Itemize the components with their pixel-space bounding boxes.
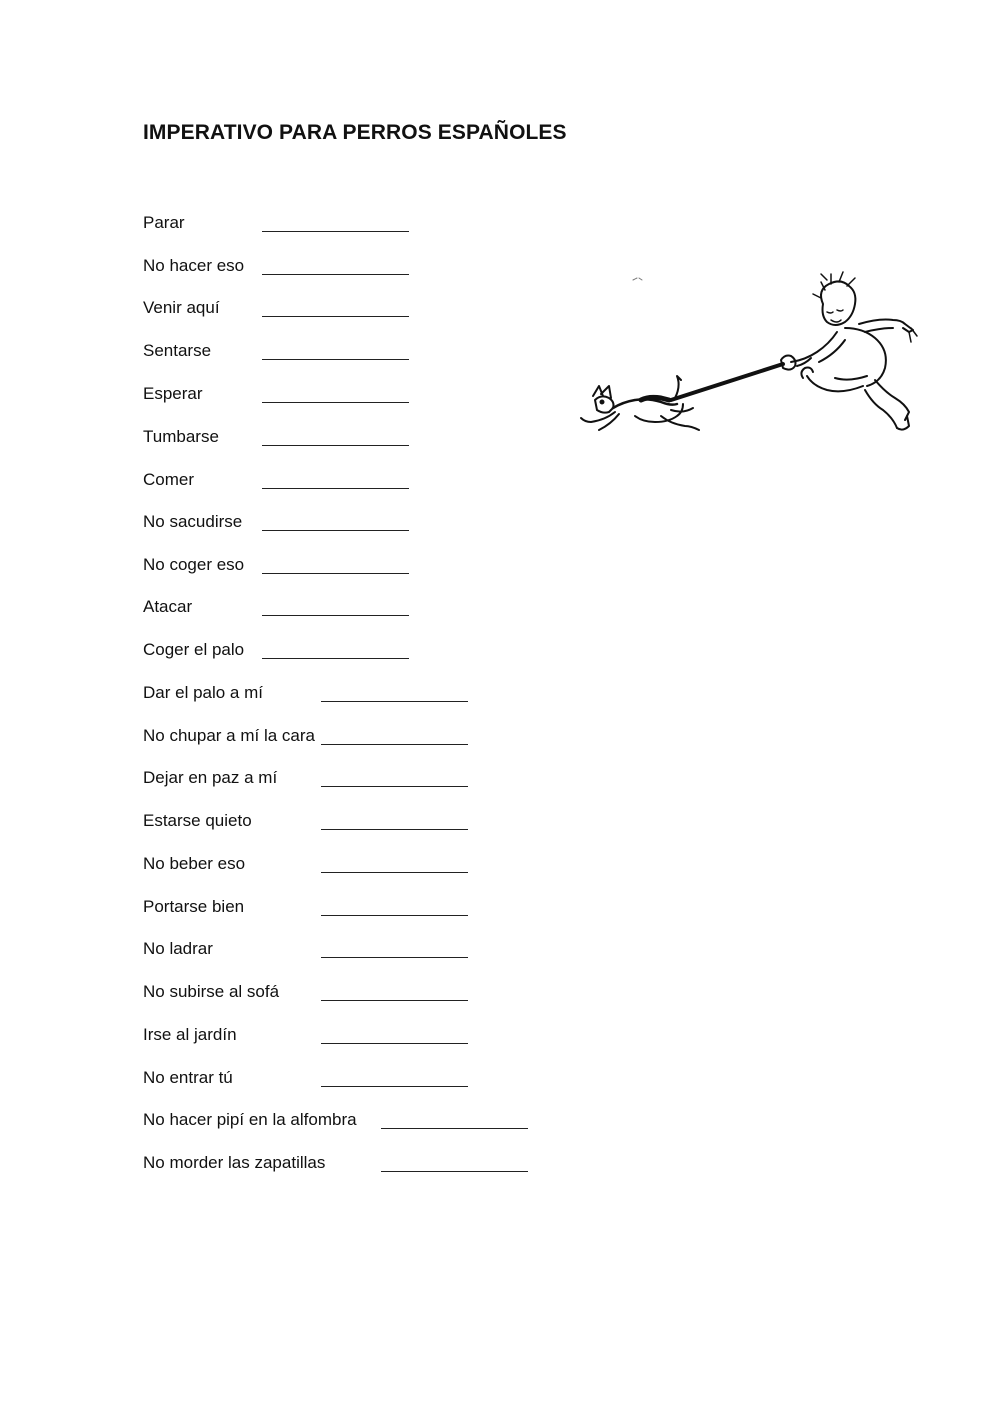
- verb-label: Esperar: [143, 384, 203, 403]
- answer-blank[interactable]: [262, 316, 409, 317]
- answer-blank[interactable]: [381, 1171, 528, 1172]
- verb-label: No coger eso: [143, 555, 245, 574]
- answer-blank[interactable]: [321, 915, 468, 916]
- verb-label: No entrar tú: [143, 1068, 233, 1087]
- answer-blank[interactable]: [262, 488, 409, 489]
- answer-blank[interactable]: [262, 615, 409, 616]
- verb-label: Irse al jardín: [143, 1025, 237, 1044]
- verb-label: No hacer eso: [143, 256, 245, 275]
- verb-label: No beber eso: [143, 854, 246, 873]
- answer-blank[interactable]: [321, 829, 468, 830]
- verb-label: Dejar en paz a mí: [143, 768, 278, 787]
- verb-label: Comer: [143, 470, 195, 489]
- verb-label: Portarse bien: [143, 897, 245, 916]
- answer-blank[interactable]: [321, 786, 468, 787]
- answer-blank[interactable]: [262, 573, 409, 574]
- verb-label: No ladrar: [143, 939, 213, 958]
- verb-label: Dar el palo a mí: [143, 683, 263, 702]
- answer-blank[interactable]: [381, 1128, 528, 1129]
- verb-label: No hacer pipí en la alfombra: [143, 1110, 357, 1129]
- verb-label: Coger el palo: [143, 640, 245, 659]
- answer-blank[interactable]: [262, 658, 409, 659]
- leash-icon: [671, 364, 783, 400]
- answer-blank[interactable]: [262, 274, 409, 275]
- answer-blank[interactable]: [321, 872, 468, 873]
- page-title: IMPERATIVO PARA PERROS ESPAÑOLES: [143, 121, 567, 144]
- verb-label: Venir aquí: [143, 298, 220, 317]
- dog-icon: [581, 376, 699, 430]
- answer-blank[interactable]: [321, 1086, 468, 1087]
- answer-blank[interactable]: [321, 744, 468, 745]
- answer-blank[interactable]: [262, 530, 409, 531]
- answer-blank[interactable]: [321, 1043, 468, 1044]
- verb-label: Estarse quieto: [143, 811, 252, 830]
- answer-blank[interactable]: [321, 957, 468, 958]
- verb-label: Atacar: [143, 597, 193, 616]
- answer-blank[interactable]: [262, 359, 409, 360]
- answer-blank[interactable]: [262, 231, 409, 232]
- answer-blank[interactable]: [321, 701, 468, 702]
- boy-walking-dog-icon: [575, 268, 945, 453]
- answer-blank[interactable]: [321, 1000, 468, 1001]
- verb-label: No chupar a mí la cara: [143, 726, 315, 745]
- verb-label: No subirse al sofá: [143, 982, 280, 1001]
- verb-label: Sentarse: [143, 341, 212, 360]
- boy-icon: [781, 272, 917, 430]
- verb-label: Parar: [143, 213, 185, 232]
- verb-label: Tumbarse: [143, 427, 219, 446]
- answer-blank[interactable]: [262, 402, 409, 403]
- verb-label: No morder las zapatillas: [143, 1153, 326, 1172]
- verb-label: No sacudirse: [143, 512, 243, 531]
- answer-blank[interactable]: [262, 445, 409, 446]
